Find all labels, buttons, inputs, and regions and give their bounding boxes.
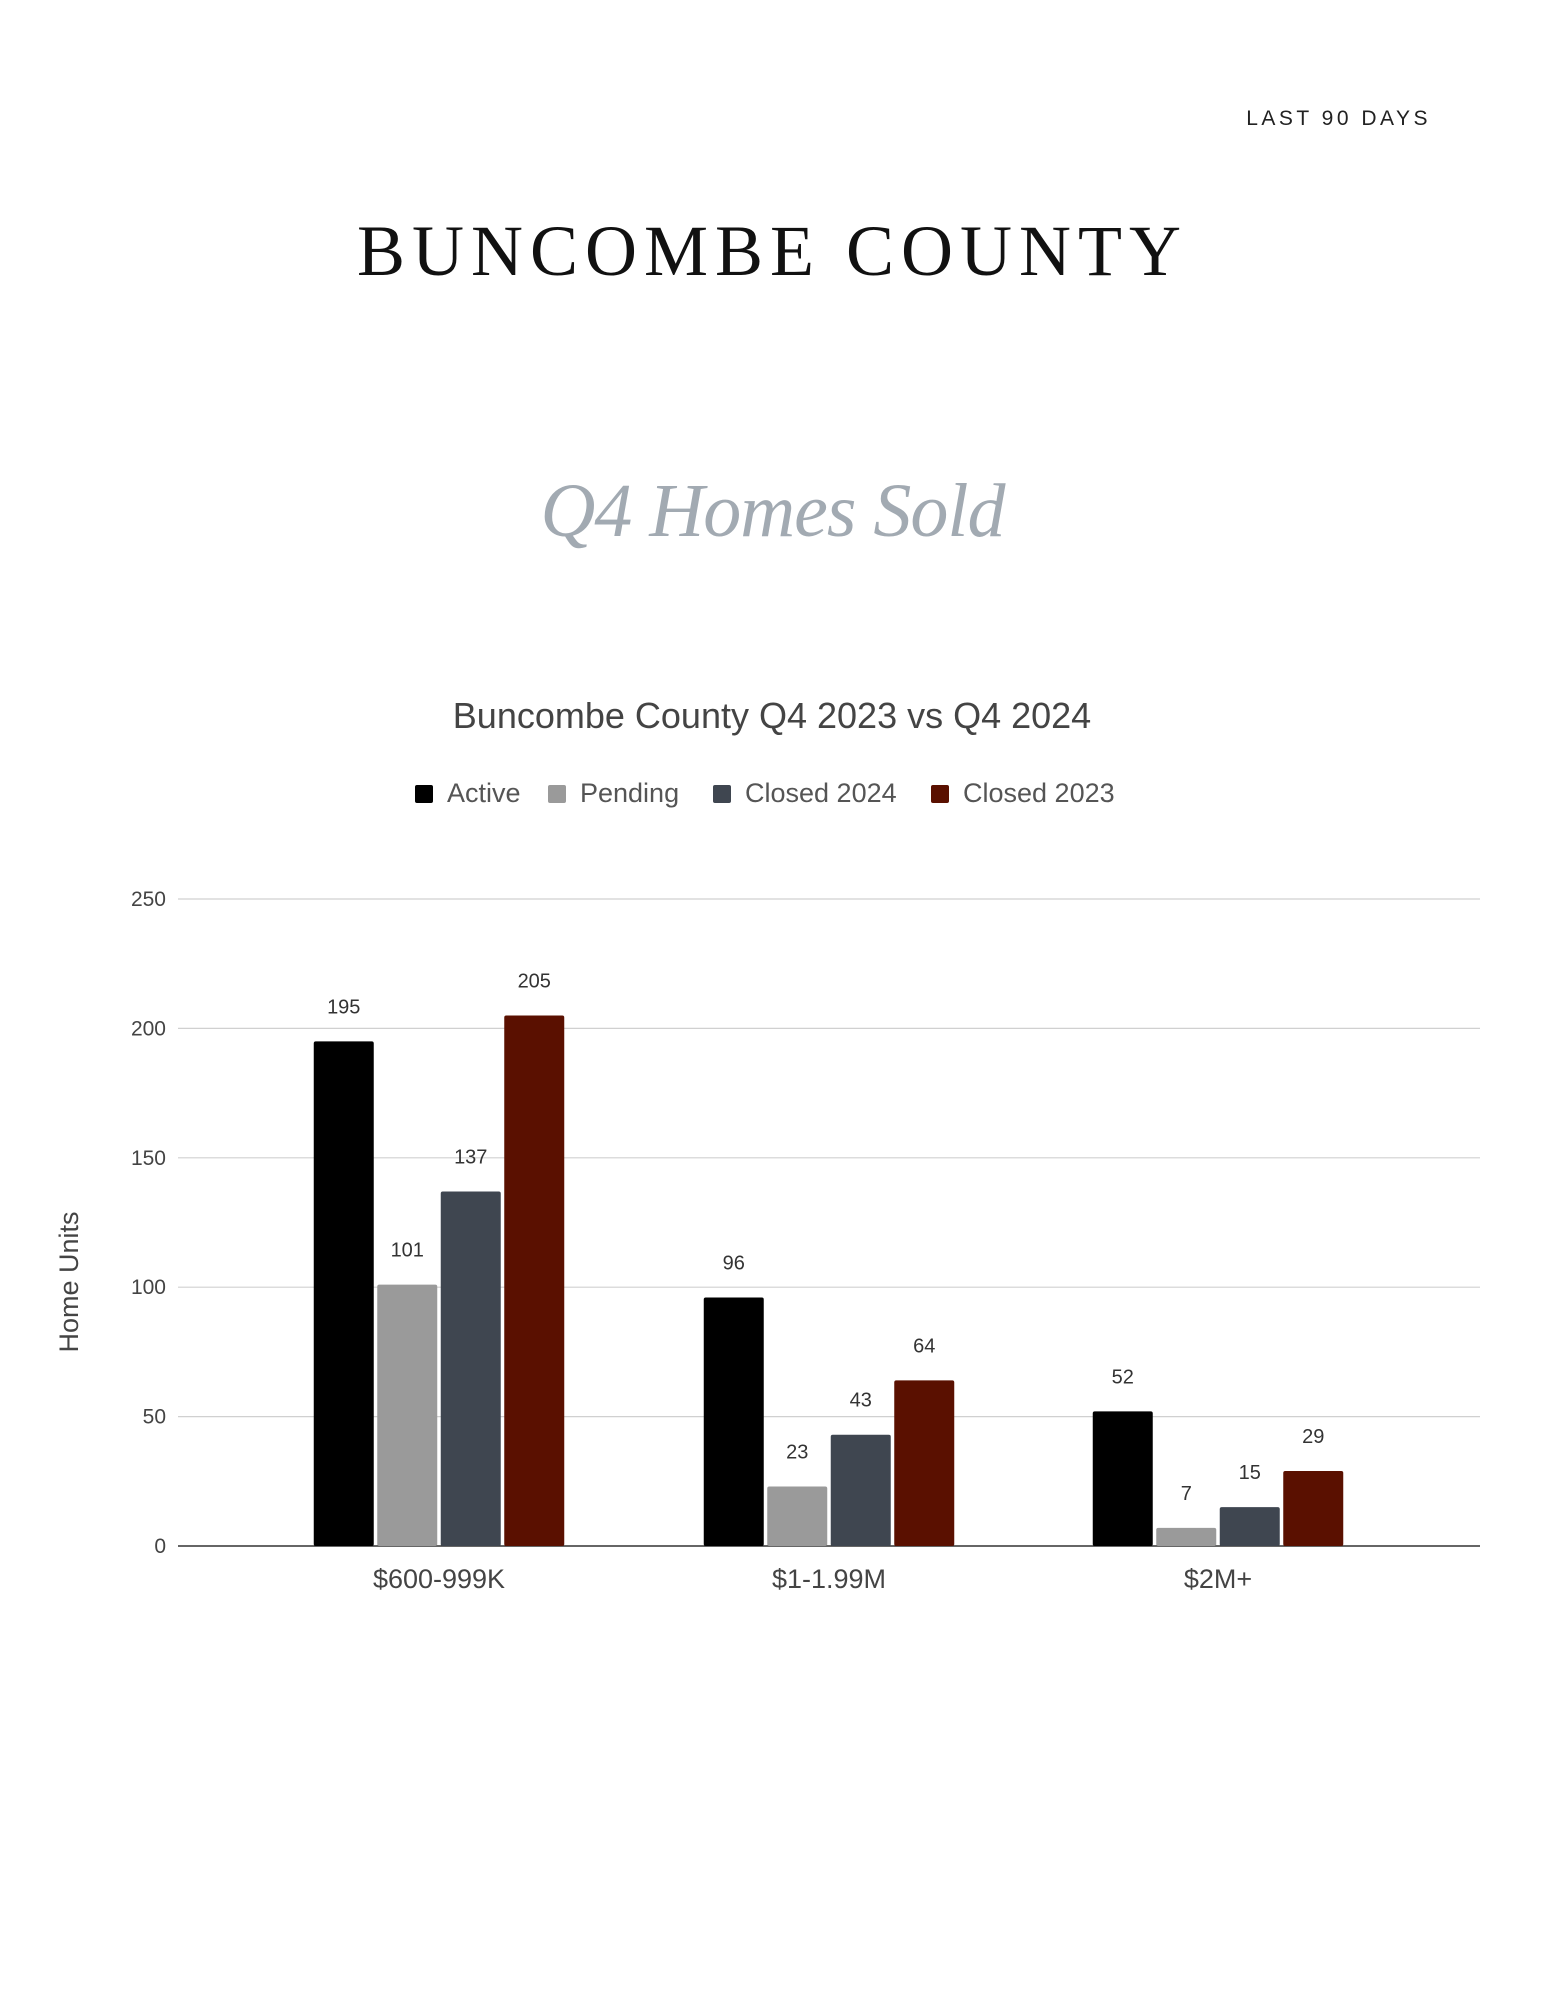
y-axis-ticks	[131, 888, 166, 1558]
data-label: 43	[849, 1389, 872, 1412]
data-label: 15	[1238, 1462, 1261, 1485]
legend-label: Pending	[580, 778, 680, 808]
legend-label: Closed 2023	[963, 778, 1115, 808]
data-label: 96	[722, 1252, 745, 1275]
bar-closed-2023-2	[1283, 1471, 1343, 1546]
legend-swatch	[931, 785, 949, 803]
bar-closed-2023-1	[894, 1380, 954, 1546]
bar-active-1	[704, 1298, 764, 1546]
page-subtitle: Q4 Homes Sold	[540, 469, 1005, 553]
x-tick-label: $600-999K	[372, 1564, 506, 1594]
bar-closed-2023-0	[504, 1015, 564, 1546]
y-tick-label: 200	[130, 1017, 166, 1041]
chart-bars	[314, 1015, 1344, 1546]
bar-active-2	[1093, 1411, 1153, 1546]
chart-legend	[415, 778, 1115, 808]
y-tick-label: 50	[142, 1405, 166, 1429]
data-label: 64	[913, 1335, 936, 1358]
period-label: LAST 90 DAYS	[1246, 107, 1431, 130]
data-label: 29	[1302, 1425, 1325, 1448]
bar-closed-2024-1	[831, 1435, 891, 1546]
legend-swatch	[713, 785, 731, 803]
legend-label: Active	[447, 778, 521, 808]
county-title: BUNCOMBE COUNTY	[356, 211, 1189, 291]
bar-active-0	[314, 1041, 374, 1546]
data-label: 101	[390, 1239, 424, 1262]
y-tick-label: 150	[130, 1146, 166, 1170]
x-axis-ticks	[373, 1564, 1252, 1594]
y-tick-label: 0	[154, 1535, 166, 1558]
bar-closed-2024-2	[1220, 1507, 1280, 1546]
bar-pending-1	[767, 1486, 827, 1546]
x-tick-label: $2M+	[1183, 1564, 1253, 1594]
data-label: 23	[786, 1441, 809, 1464]
bar-pending-2	[1156, 1528, 1216, 1546]
y-axis-label: Home Units	[54, 1211, 84, 1353]
data-label: 52	[1111, 1366, 1134, 1389]
x-tick-label: $1-1.99M	[771, 1564, 887, 1594]
data-label: 7	[1180, 1482, 1192, 1505]
legend-label: Closed 2024	[745, 778, 897, 808]
y-tick-label: 100	[130, 1276, 166, 1300]
data-label: 137	[454, 1146, 488, 1169]
bar-pending-0	[377, 1285, 437, 1546]
data-label: 195	[327, 996, 361, 1019]
bar-closed-2024-0	[441, 1191, 501, 1546]
legend-swatch	[548, 785, 566, 803]
y-tick-label: 250	[130, 888, 166, 911]
legend-swatch	[415, 785, 433, 803]
data-label: 205	[517, 970, 551, 993]
chart-title: Buncombe County Q4 2023 vs Q4 2024	[452, 695, 1092, 736]
